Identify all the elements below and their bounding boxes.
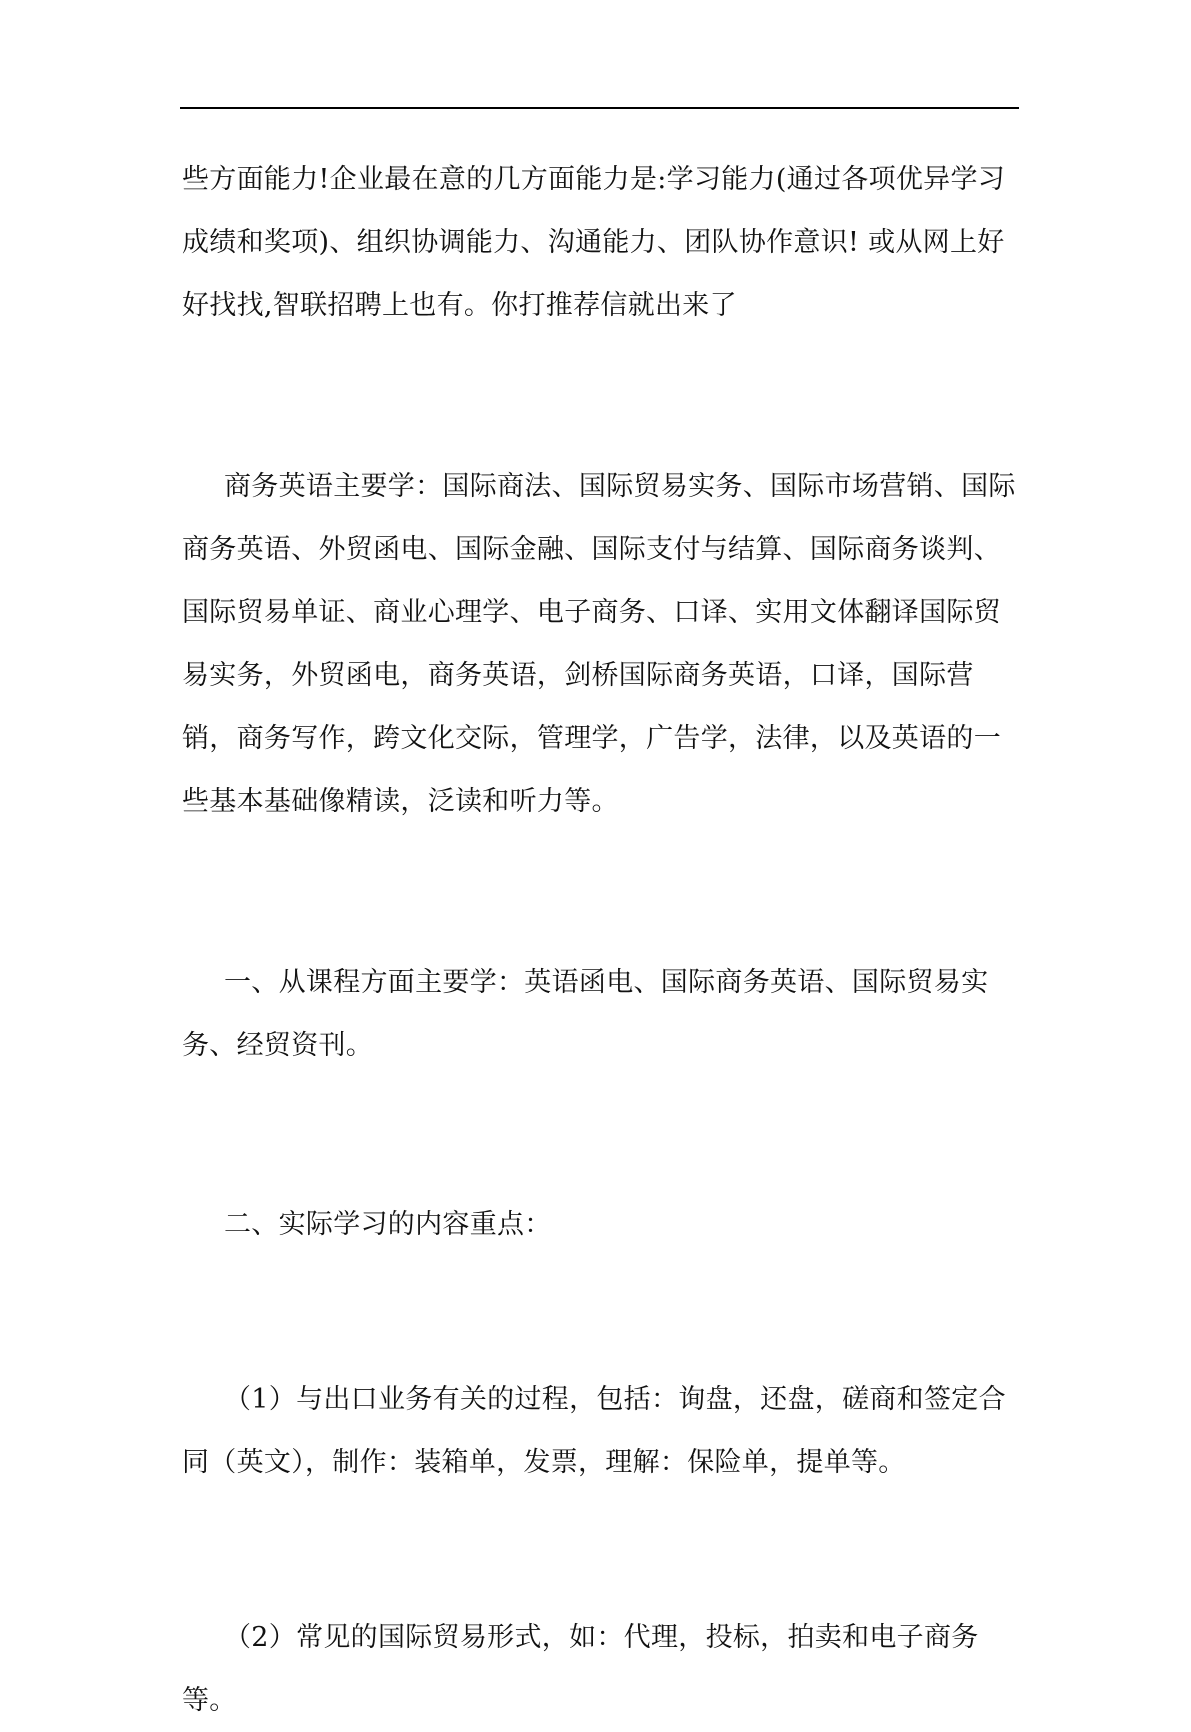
header-rule [180,107,1019,109]
paragraph-practical-study-heading: 二、实际学习的内容重点： [224,1209,552,1240]
paragraph-trade-forms: （2）常见的国际贸易形式，如：代理，投标，拍卖和电子商务等。 [182,1622,979,1716]
document-body [182,148,1016,1732]
paragraph-abilities: 些方面能力!企业最在意的几方面能力是:学习能力(通过各项优异学习成绩和奖项)、组织协调能力、沟通能力、团队协作意识! 或从网上好好找找,智联招聘上也有。你打推荐信就出来了 [182,164,1006,321]
paragraph-course-focus: 一、从课程方面主要学：英语函电、国际商务英语、国际贸易实务、经贸资刊。 [182,967,989,1061]
paragraph-business-english-courses: 商务英语主要学：国际商法、国际贸易实务、国际市场营销、国际商务英语、外贸函电、国际金融、国际支付与结算、国际商务谈判、国际贸易单证、商业心理学、电子商务、口译、实用文体翻译国际贸易实务，外贸函电，商务英语，剑桥国际商务英语，口译，国际营销，商务写作，跨文化交际，管理学，广告学，法律，以及英语的一些基本基础像精读，泛读和听力等。 [182,471,1016,817]
paragraph-export-process: （1）与出口业务有关的过程，包括：询盘，还盘，磋商和签定合同（英文），制作：装箱单，发票，理解：保险单，提单等。 [182,1384,1006,1478]
